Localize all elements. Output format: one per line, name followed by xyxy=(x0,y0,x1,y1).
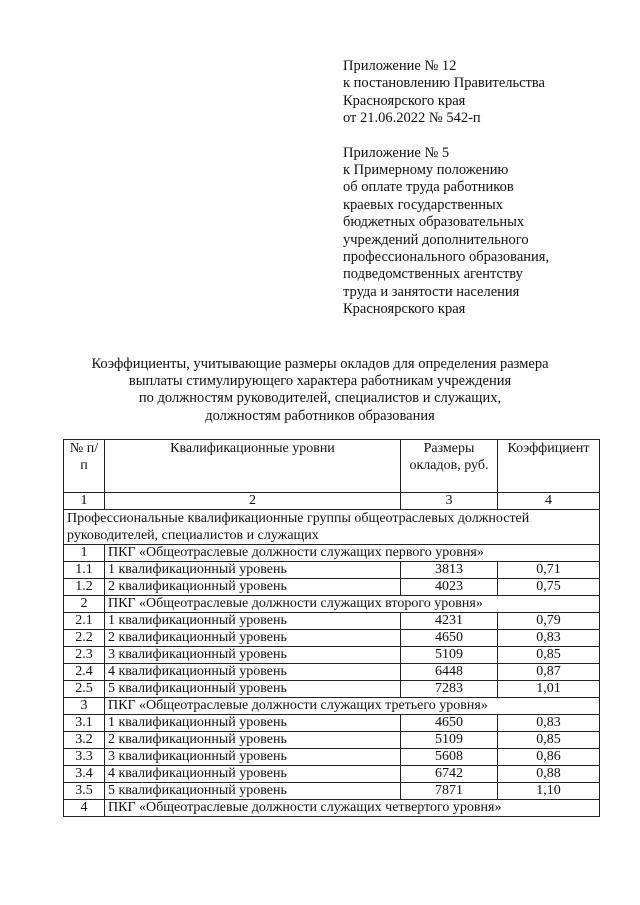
appendix-line: об оплате труда работников xyxy=(343,179,514,196)
coefficient-value: 0,86 xyxy=(498,749,600,766)
coefficient-value: 0,83 xyxy=(498,630,600,647)
row-number: 2.3 xyxy=(64,647,105,664)
table-row xyxy=(64,732,600,749)
title-line: должностям работников образования xyxy=(205,407,435,424)
title-line: Коэффициенты, учитывающие размеры окладов для определения размера xyxy=(91,356,549,372)
appendix-line: Приложение № 12 xyxy=(343,58,457,74)
group-row xyxy=(64,698,600,715)
table-header-row xyxy=(64,440,600,493)
qualification-level: 4 квалификационный уровень xyxy=(105,664,401,681)
row-number: 1.1 xyxy=(64,562,105,579)
row-number: 2.4 xyxy=(64,664,105,681)
header-coefficient: Коэффициент xyxy=(498,440,600,493)
table-row xyxy=(64,562,600,579)
qualification-level: 1 квалификационный уровень xyxy=(105,613,401,630)
document-title xyxy=(40,356,600,425)
appendix-line: от 21.06.2022 № 542-п xyxy=(343,110,481,127)
salary-value: 6448 xyxy=(401,664,498,681)
coefficients-table xyxy=(63,439,600,817)
coefficient-value: 0,75 xyxy=(498,579,600,596)
group-row xyxy=(64,545,600,562)
row-number: 2.1 xyxy=(64,613,105,630)
title-line: по должностям руководителей, специалистов и служащих, xyxy=(138,390,502,407)
row-number: 2.2 xyxy=(64,630,105,647)
row-number: 1.2 xyxy=(64,579,105,596)
column-number-row xyxy=(64,493,600,510)
salary-value: 4650 xyxy=(401,715,498,732)
qualification-level: 3 квалификационный уровень xyxy=(105,749,401,766)
appendix-line: Приложение № 5 xyxy=(343,144,450,161)
table-row xyxy=(64,715,600,732)
coefficient-value: 0,88 xyxy=(498,766,600,783)
section-row xyxy=(64,510,600,545)
row-number: 3.5 xyxy=(64,783,105,800)
title-line: выплаты стимулирующего характера работникам учреждения xyxy=(128,373,512,390)
coefficient-value: 0,85 xyxy=(498,732,600,749)
qualification-level: 3 квалификационный уровень xyxy=(105,647,401,664)
table-row xyxy=(64,783,600,800)
group-title: ПКГ «Общеотраслевые должности служащих первого уровня» xyxy=(105,545,600,562)
coefficient-value: 1,01 xyxy=(498,681,600,698)
coefficient-value: 0,83 xyxy=(498,715,600,732)
col-number: 4 xyxy=(498,493,600,510)
appendix-line: краевых государственных xyxy=(343,196,503,213)
salary-value: 7871 xyxy=(401,783,498,800)
row-number: 2.5 xyxy=(64,681,105,698)
table-row xyxy=(64,749,600,766)
table-row xyxy=(64,664,600,681)
salary-value: 5109 xyxy=(401,647,498,664)
appendix-line: труда и занятости населения xyxy=(343,283,520,300)
table-row xyxy=(64,579,600,596)
header-levels: Квалификационные уровни xyxy=(105,440,401,493)
appendix-line: профессионального образования, xyxy=(343,249,550,266)
table-row xyxy=(64,647,600,664)
salary-value: 3813 xyxy=(401,562,498,579)
qualification-level: 2 квалификационный уровень xyxy=(105,732,401,749)
table-row xyxy=(64,681,600,698)
group-row xyxy=(64,800,600,817)
row-number: 3.4 xyxy=(64,766,105,783)
col-number: 1 xyxy=(64,493,105,510)
appendix-line: Красноярского края xyxy=(343,92,466,109)
salary-value: 4023 xyxy=(401,579,498,596)
row-number: 3.1 xyxy=(64,715,105,732)
section-title: Профессиональные квалификационные группы общеотраслевых должностей руководителей, специалистов и служащих xyxy=(64,510,600,545)
appendix-line: Красноярского края xyxy=(343,301,466,318)
salary-value: 5608 xyxy=(401,749,498,766)
row-number: 3 xyxy=(64,698,105,715)
qualification-level: 1 квалификационный уровень xyxy=(105,715,401,732)
coefficient-value: 1,10 xyxy=(498,783,600,800)
coefficient-value: 0,79 xyxy=(498,613,600,630)
table-row xyxy=(64,630,600,647)
row-number: 1 xyxy=(64,545,105,562)
table-row xyxy=(64,766,600,783)
qualification-level: 1 квалификационный уровень xyxy=(105,562,401,579)
salary-value: 6742 xyxy=(401,766,498,783)
appendix-block xyxy=(343,58,623,319)
qualification-level: 5 квалификационный уровень xyxy=(105,681,401,698)
appendix-line: к Примерному положению xyxy=(343,162,509,179)
group-title: ПКГ «Общеотраслевые должности служащих четвертого уровня» xyxy=(105,800,600,817)
group-title: ПКГ «Общеотраслевые должности служащих третьего уровня» xyxy=(105,698,600,715)
salary-value: 4650 xyxy=(401,630,498,647)
header-number: № п/п xyxy=(64,440,105,493)
table-row xyxy=(64,613,600,630)
col-number: 2 xyxy=(105,493,401,510)
group-row xyxy=(64,596,600,613)
qualification-level: 2 квалификационный уровень xyxy=(105,630,401,647)
qualification-level: 2 квалификационный уровень xyxy=(105,579,401,596)
coefficient-value: 0,71 xyxy=(498,562,600,579)
qualification-level: 5 квалификационный уровень xyxy=(105,783,401,800)
row-number: 4 xyxy=(64,800,105,817)
salary-value: 4231 xyxy=(401,613,498,630)
row-number: 2 xyxy=(64,596,105,613)
row-number: 3.3 xyxy=(64,749,105,766)
col-number: 3 xyxy=(401,493,498,510)
appendix-line: подведомственных агентству xyxy=(343,266,523,283)
appendix-line: учреждений дополнительного xyxy=(343,231,529,248)
salary-value: 7283 xyxy=(401,681,498,698)
header-salary: Размеры окладов, руб. xyxy=(401,440,498,493)
row-number: 3.2 xyxy=(64,732,105,749)
appendix-line: бюджетных образовательных xyxy=(343,214,525,231)
group-title: ПКГ «Общеотраслевые должности служащих второго уровня» xyxy=(105,596,600,613)
qualification-level: 4 квалификационный уровень xyxy=(105,766,401,783)
salary-value: 5109 xyxy=(401,732,498,749)
coefficient-value: 0,85 xyxy=(498,647,600,664)
appendix-line: к постановлению Правительства xyxy=(343,75,545,92)
coefficient-value: 0,87 xyxy=(498,664,600,681)
